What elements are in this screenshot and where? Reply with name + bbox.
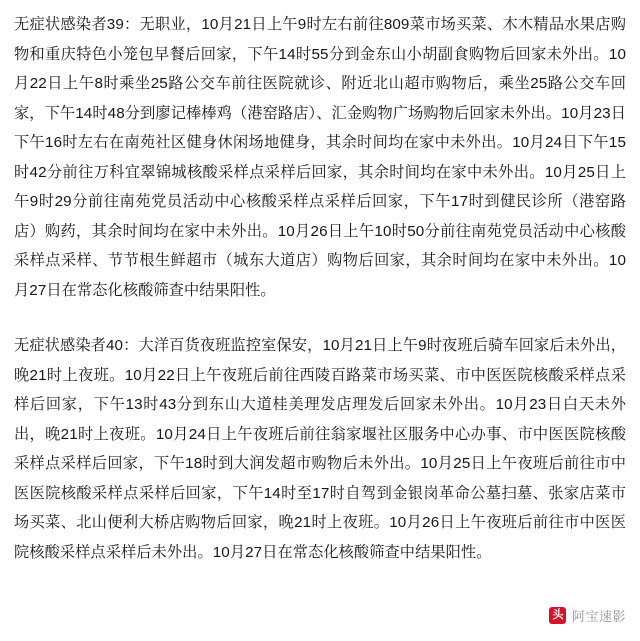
paragraph-case-39: 无症状感染者39：无职业，10月21日上午9时左右前往809菜市场买菜、木木精品水果店购物和重庆特色小笼包早餐后回家，下午14时55分到金东山小胡副食购物后回家未外出。10月22日上午8时乘坐25路公交车前往医院就诊、附近北山超市购物后，乘坐25路公交车回家，下午14时48分到廖记棒棒鸡（港窑路店）、汇金购物广场购物后回家未外出。10月23日下午16时左右在南苑社区健身休闲场地健身，其余时间均在家中未外出。10月24日下午15时42分前往万科宜翠锦城核酸采样点采样后回家，其余时间均在家中未外出。10月25日上午9时29分前往南苑党员活动中心核酸采样点采样后回家，下午17时到健民诊所（港窑路店）购药，其余时间均在家中未外出。10月26日上午10时50分前往南苑党员活动中心核酸采样点采样、节节根生鲜超市（城东大道店）购物后回家，其余时间均在家中未外出。10月27日在常态化核酸筛查中结果阳性。: [14, 16, 626, 299]
paragraph-case-40: 无症状感染者40：大洋百货夜班监控室保安，10月21日上午9时夜班后骑车回家后未外出，晚21时上夜班。10月22日上午夜班后前往西陵百路菜市场买菜、市中医医院核酸采样点采样后回家，下午13时43分到东山大道桂美理发店理发后回家未外出。10月23日白天未外出，晚21时上夜班。10月24日上午夜班后前往翁家堰社区服务中心办事、市中医医院核酸采样点采样后回家，下午18时到大润发超市购物后未外出。10月25日上午夜班后前往市中医医院核酸采样点采样后回家，下午14时至17时自驾到金银岗革命公墓扫墓、张家店菜市场买菜、北山便利大桥店购物后回家，晚21时上夜班。10月26日上午夜班后前往市中医医院核酸采样点采样后未外出。10月27日在常态化核酸筛查中结果阳性。: [14, 337, 626, 561]
watermark: [549, 606, 626, 638]
toutiao-logo-icon: 头条: [549, 607, 566, 624]
watermark-label: 阿宝速影: [571, 609, 626, 624]
